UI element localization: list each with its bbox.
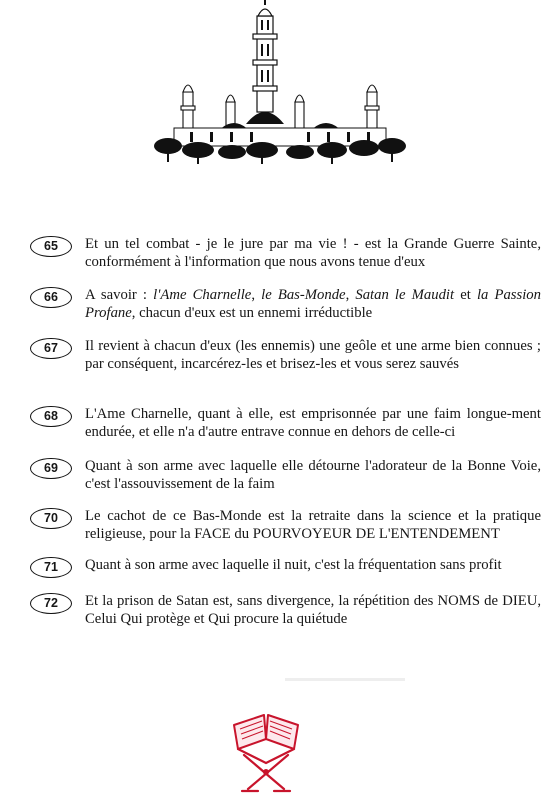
verse-number-badge: 67 [30, 338, 72, 359]
bleed-through-line [285, 678, 405, 681]
verse-number-badge: 65 [30, 236, 72, 257]
verse-text: A savoir : l'Ame Charnelle, le Bas-Monde, Satan le Maudit et la Passion Profane, chacun d'eux est un ennemi irréductible [85, 287, 541, 321]
verse-number-badge: 70 [30, 508, 72, 529]
verse-text: Il revient à chacun d'eux (les ennemis) une geôle et une arme bien connues ; par conséquent, incarcérez-les et brisez-les et vous serez sauvés [85, 338, 541, 372]
quran-on-stand-icon [228, 705, 304, 797]
verse-number-badge: 72 [30, 593, 72, 614]
verse-number-badge: 69 [30, 458, 72, 479]
verse-number-badge: 66 [30, 287, 72, 308]
verse-text: L'Ame Charnelle, quant à elle, est emprisonnée par une faim longue-ment endurée, et elle n'a d'autre entrave connue en dehors de celle-ci [85, 406, 541, 440]
verse-number-badge: 71 [30, 557, 72, 578]
verse-text: Le cachot de ce Bas-Monde est la retraite dans la science et la pratique religieuse, pour la FACE du POURVOYEUR DE L'ENTENDEMENT [85, 508, 541, 542]
verse-text: Quant à son arme avec laquelle il nuit, c'est la fréquentation sans profit [85, 557, 502, 573]
mosque-illustration [150, 0, 410, 165]
verse-text: Quant à son arme avec laquelle elle détourne l'adorateur de la Bonne Voie, c'est l'assouvissement de la faim [85, 458, 541, 492]
verse-text: Et un tel combat - je le jure par ma vie ! - est la Grande Guerre Sainte, conformément à l'information que nous avons tenue d'eux [85, 236, 541, 270]
verse-number-badge: 68 [30, 406, 72, 427]
verse-text: Et la prison de Satan est, sans divergence, la répétition des NOMS de DIEU, Celui Qui protège et Qui procure la quiétude [85, 593, 541, 627]
